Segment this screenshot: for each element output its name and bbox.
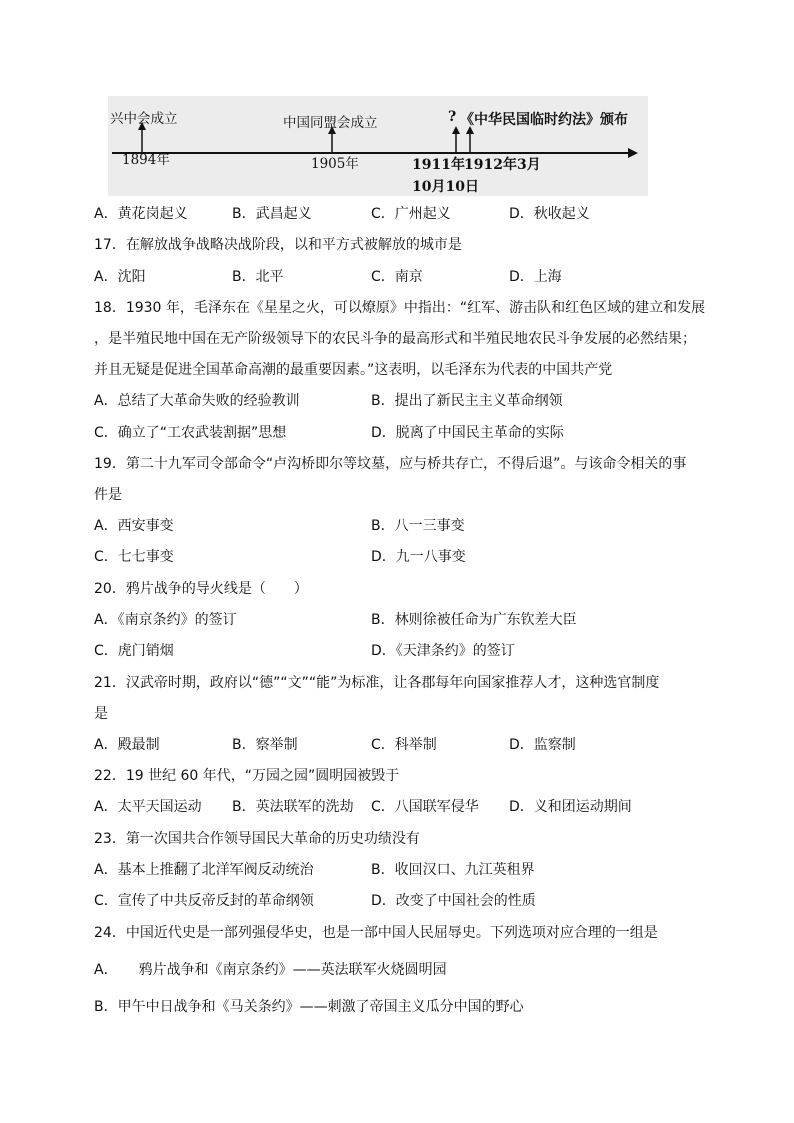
q16-option-d[interactable]: D．秋收起义 (509, 206, 590, 222)
q18-option-c[interactable]: C．确立了“工农武装割据”思想 (94, 425, 287, 441)
q18-stem-line-2: ，是半殖民地中国在无产阶级领导下的农民斗争的最高形式和半殖民地农民斗争发展的必然结果； (94, 331, 696, 347)
q16-option-a[interactable]: A．黄花岗起义 (94, 206, 188, 222)
timeline-figure (108, 96, 648, 196)
event-label-question: ? (448, 109, 457, 125)
q23-option-a[interactable]: A．基本上推翻了北洋军阀反动统治 (94, 862, 314, 878)
q22-option-a[interactable]: A．太平天国运动 (94, 799, 202, 815)
q18-option-b[interactable]: B．提出了新民主主义革命纲领 (371, 393, 563, 409)
q21-stem-line-2: 是 (94, 706, 108, 722)
event-date-1911-day: 10月10日 (412, 179, 479, 195)
event-arrowhead-1911 (452, 126, 460, 134)
q23-option-b[interactable]: B．收回汉口、九江英租界 (371, 862, 535, 878)
q19-stem-line-2: 件是 (94, 487, 122, 503)
q18-stem-line-3: 并且无疑是促进全国革命高潮的最重要因素。”这表明，以毛泽东为代表的中国共产党 (94, 362, 613, 378)
q22-option-c[interactable]: C．八国联军侵华 (371, 799, 479, 815)
q17-option-c[interactable]: C．南京 (371, 269, 423, 285)
q19-option-b[interactable]: B．八一三事变 (371, 518, 465, 534)
q22-stem: 22．19 世纪 60 年代，“万园之园”圆明园被毁于 (94, 768, 400, 784)
q21-option-b[interactable]: B．察举制 (232, 737, 298, 753)
q18-option-d[interactable]: D．脱离了中国民主革命的实际 (371, 425, 564, 441)
q21-stem-line-1: 21．汉武帝时期，政府以“德”“文”“能”为标准，让各郡每年向国家推荐人才，这种选官制度 (94, 675, 660, 691)
q16-option-b[interactable]: B．武昌起义 (232, 206, 312, 222)
q18-option-a[interactable]: A．总结了大革命失败的经验教训 (94, 393, 300, 409)
q18-stem-line-1: 18．1930 年，毛泽东在《星星之火，可以燎原》中指出：“红军、游击队和红色区域的建立和发展 (94, 300, 706, 316)
q17-option-a[interactable]: A．沈阳 (94, 269, 146, 285)
q20-option-c[interactable]: C．虎门销烟 (94, 643, 174, 659)
q19-option-a[interactable]: A．西安事变 (94, 518, 174, 534)
q24-stem: 24．中国近代史是一部列强侵华史，也是一部中国人民屈辱史。下列选项对应合理的一组是 (94, 925, 658, 941)
q17-option-d[interactable]: D．上海 (509, 269, 562, 285)
q20-option-b[interactable]: B．林则徐被任命为广东钦差大臣 (371, 612, 577, 628)
q16-option-c[interactable]: C．广州起义 (371, 206, 451, 222)
event-date-1894: 1894年 (122, 152, 170, 168)
q17-stem: 17．在解放战争战略决战阶段，以和平方式被解放的城市是 (94, 237, 462, 253)
q23-option-d[interactable]: D．改变了中国社会的性质 (371, 893, 536, 909)
q21-option-c[interactable]: C．科举制 (371, 737, 437, 753)
event-label-1894: 兴中会成立 (110, 111, 178, 127)
timeline-arrowhead (628, 148, 638, 158)
q19-option-c[interactable]: C．七七事变 (94, 549, 174, 565)
event-date-1905: 1905年 (311, 156, 359, 172)
q21-option-a[interactable]: A．殿最制 (94, 737, 160, 753)
q20-option-a[interactable]: A．《南京条约》的签订 (94, 612, 237, 628)
q19-stem-line-1: 19．第二十九军司令部命令“卢沟桥即尔等坟墓，应与桥共存亡，不得后退”。与该命令相关的事 (94, 456, 687, 472)
q23-option-c[interactable]: C．宣传了中共反帝反封的革命纲领 (94, 893, 314, 909)
event-date-1912: 1912年3月 (464, 157, 541, 173)
q22-option-d[interactable]: D．义和团运动期间 (509, 799, 632, 815)
q22-option-b[interactable]: B．英法联军的洗劫 (232, 799, 354, 815)
q19-option-d[interactable]: D．九一八事变 (371, 549, 466, 565)
event-label-1912: 《中华民国临时约法》颁布 (460, 112, 628, 128)
q23-stem: 23．第一次国共合作领导国民大革命的历史功绩没有 (94, 831, 420, 847)
event-date-1911: 1911年 (412, 157, 465, 173)
event-label-1905: 中国同盟会成立 (283, 115, 378, 131)
q17-option-b[interactable]: B．北平 (232, 269, 284, 285)
q21-option-d[interactable]: D．监察制 (509, 737, 576, 753)
q20-stem: 20．鸦片战争的导火线是（ ） (94, 581, 308, 597)
q24-option-a[interactable]: A． 鸦片战争和《南京条约》——英法联军火烧圆明园 (94, 962, 447, 978)
q20-option-d[interactable]: D．《天津条约》的签订 (371, 643, 515, 659)
q24-option-b[interactable]: B．甲午中日战争和《马关条约》——刺激了帝国主义瓜分中国的野心 (94, 999, 524, 1015)
